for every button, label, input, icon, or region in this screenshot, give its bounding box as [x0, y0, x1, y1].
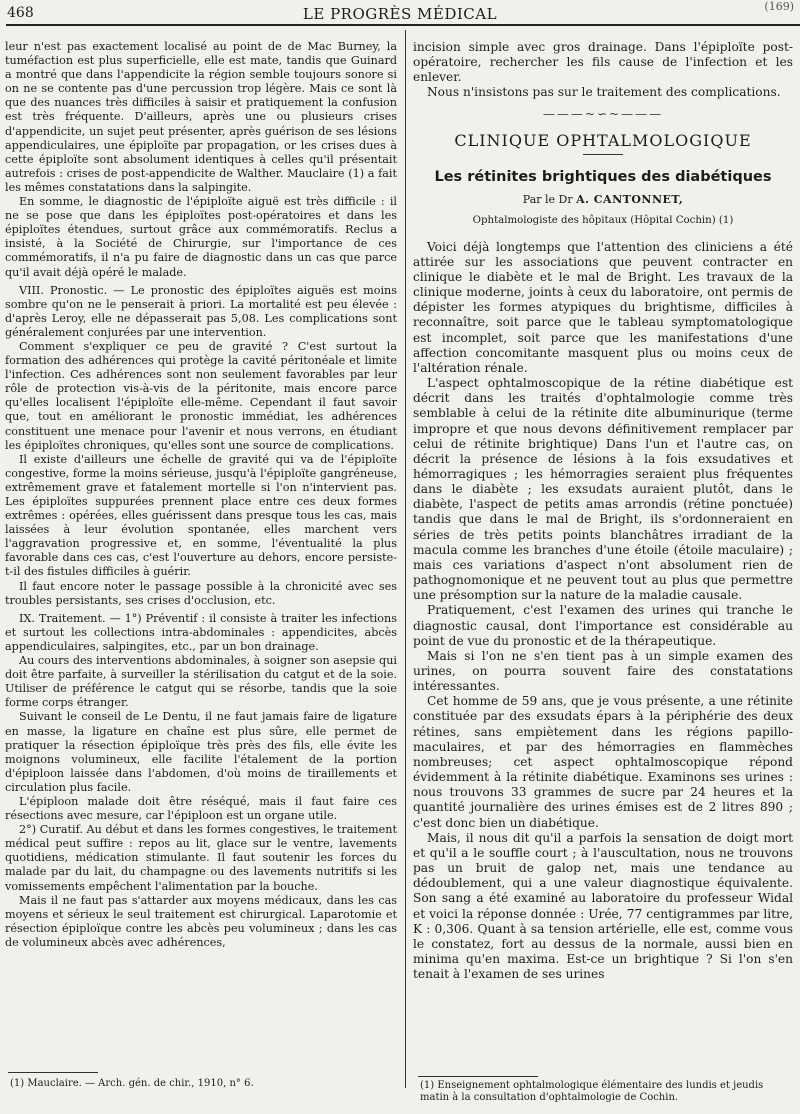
paragraph: Pratiquement, c'est l'examen des urines qui tranche le diagnostic causal, dont l'importance est considérable au point de vue du pronostic et de la thérapeutique. [413, 603, 793, 648]
author-name: A. CANTONNET, [576, 192, 684, 206]
paragraph: 2°) Curatif. Au début et dans les formes congestives, le traitement médical peut suffire : repos au lit, glace sur le ventre, lavements quotidiens, médication stimulante. Il faut soutenir les forces du malade par du lait, du champagne ou des lavements nutritifs si les vomissements empêchent l'alimentation par la bouche. [5, 823, 397, 893]
byline [413, 193, 793, 206]
paragraph: Suivant le conseil de Le Dentu, il ne faut jamais faire de ligature en masse, la ligature en chaîne est plus sûre, elle permet de pratiquer la résection épiploïque très près des fils, elle évite les moignons volumineux, elle facilite l'étalement de la portion d'épiploon laissée dans l'abdomen, d'où moins de tiraillements et circulation plus facile. [5, 710, 397, 794]
footnote-left: (1) Mauclaire. — Arch. gén. de chir., 1910, n° 6. [10, 1078, 254, 1089]
article-title: Les rétinites brightiques des diabétiques [434, 168, 772, 185]
author-affiliation: Ophtalmologiste des hôpitaux (Hôpital Cochin) (1) [472, 214, 734, 226]
section-title: CLINIQUE OPHTALMOLOGIQUE [454, 130, 752, 150]
paragraph: Cet homme de 59 ans, que je vous présente, a une rétinite constituée par des exsudats épars à la périphérie des deux rétines, sans empiètement dans les régions papillo-maculaires, et par des hémorragies en flammèches nombreuses; cet aspect ophtalmoscopique répond évidemment à la rétinite diabétique. Examinons ses urines : nous trouvons 33 grammes de sucre par 24 heures et la quantité journalière des urines émises est de 2 litres 890 ; c'est donc bien un diabétique. [413, 694, 793, 830]
paragraph: Mais si l'on ne s'en tient pas à un simple examen des urines, on pourra souvent faire des constatations intéressantes. [413, 648, 793, 694]
paragraph: Mais, il nous dit qu'il a parfois la sensation de doigt mort et qu'il a le souffle court ; à l'auscultation, nous ne trouvons pas un bruit de galop net, mais une tendance au dédoublement, qui a une valeur diagnostique équivalente. Son sang a été examiné au laboratoire du professeur Widal et voici la réponse donnée : Urée, 77 centigrammes par litre, K : 0,306. Quant à sa tension artérielle, elle est, comme vous le constatez, fort au dessus de la normale, aussi bien en minima qu'en maxima. Est-ce un brightique ? Si l'on s'en tenait à l'examen de ses urines [413, 830, 793, 982]
paragraph: L'aspect ophtalmoscopique de la rétine diabétique est décrit dans les traités d'ophtalmologie comme très semblable à celui de la rétinite dite albuminurique (terme impropre et que nous devons définitivement remplacer par celui de rétinite brightique) Dans l'un et l'autre cas, on décrit la présence de lésions à la fois exsudatives et hémorragiques ; les hémorragies seraient plus fréquentes dans le diabète ; les exsudats auraient plutôt, dans le diabète, l'aspect de petits amas arrondis (rétine ponctuée) tandis que dans le mal de Bright, ils s'ordonneraient en séries de très petits points blanchâtres irradiant de la macula comme les branches d'une étoile (étoile maculaire) ; mais ces variations d'aspect n'ont absolument rien de pathognomonique et ne peuvent tout au plus que permettre une présomption sur la nature de la maladie causale. [413, 376, 793, 603]
section-pronostic: VIII. Pronostic. — Le pronostic des épiploïtes aiguës est moins sombre qu'on ne le penserait à priori. La mortalité est peu élevée : d'après Leroy, elle ne dépasserait pas 5,08. Les complications sont généralement conjurées par une intervention. [5, 283, 397, 339]
left-column [5, 40, 397, 950]
paragraph: L'épiploon malade doit être réséqué, mais il faut faire ces résections avec mesure, car l'épiploon est un organe utile. [5, 794, 397, 823]
right-column [413, 40, 793, 982]
paragraph: Voici déjà longtemps que l'attention des cliniciens a été attirée sur les associations que peuvent contracter en clinique le diabète et le mal de Bright. Les travaux de la clinique moderne, joints à ceux du laboratoire, ont permis de dépister les formes atypiques du brightisme, difficiles à reconnaître, soit parce que le tableau symptomatologique est incomplet, soit parce que les manifestations d'une affection concomitante masquent plus ou moins ceux de l'altération rénale. [413, 239, 793, 375]
footnote-rule-left [8, 1072, 98, 1073]
paragraph: incision simple avec gros drainage. Dans l'épiploïte post-opératoire, rechercher les fils cause de l'infection et les enlever. [413, 40, 793, 85]
footnote-rule-right [418, 1076, 538, 1077]
paragraph: En somme, le diagnostic de l'épiploïte aiguë est très difficile : il ne se pose que dans les épiploïtes post-opératoires et dans les épiploïtes étendues, surtout grâce aux commémoratifs. Reclus a insisté, à la Société de Chirurgie, sur l'importance de ces commémoratifs, il n'a pu faire de diagnostic dans un cas que parce qu'il avait déjà opéré le malade. [5, 195, 397, 279]
page-header [0, 0, 800, 26]
paragraph: Il existe d'ailleurs une échelle de gravité qui va de l'épiploïte congestive, forme la moins sérieuse, jusqu'à l'épiploïte gangréneuse, extrêmement grave et fatalement mortelle si l'on n'intervient pas. Les épiploïtes suppurées prennent place entre ces deux formes extrêmes : opérées, elles guérissent dans presque tous les cas, mais laissées à leur évolution spontanée, elles marchent vers l'aggravation progressive et, en somme, l'éventualité la plus favorable dans ces cas, c'est l'ouverture au dehors, encore persiste-t-il des fistules difficiles à guérir. [5, 452, 397, 579]
byline-prefix: Par le Dr [522, 192, 573, 206]
paragraph: Au cours des interventions abdominales, à soigner son asepsie qui doit être parfaite, à surveiller la stérilisation du catgut et de la soie. Utiliser de préférence le catgut qui se résorbe, tandis que la soie forme corps étranger. [5, 654, 397, 710]
running-title: LE PROGRÈS MÉDICAL [302, 5, 498, 23]
section-rule [583, 154, 623, 155]
paragraph: leur n'est pas exactement localisé au point de de Mac Burney, la tuméfaction est plus superficielle, elle est mate, tandis que Guinard a montré que dans l'appendicite la région semble toujours sonore si on ne se contente pas d'une percussion trop légère. Mais ce sont là que des nuances très difficiles à saisir et pratiquement la confusion est très fréquente. D'ailleurs, après une ou plusieurs crises d'appendicite, un sujet peut présenter, après guérison de ses lésions appendiculaires, une épiploïte par propagation, or les crises dues à cette épiploïte sont absolument identiques à celles qu'il présentait autrefois : crises de post-appendicite de Walther. Mauclaire (1) a fait les mêmes constatations dans la salpingite. [5, 40, 397, 194]
column-divider [405, 30, 406, 1088]
paragraph: Il faut encore noter le passage possible à la chronicité avec ses troubles persistants, ses crises d'occlusion, etc. [5, 579, 397, 607]
paragraph: Nous n'insistons pas sur le traitement des complications. [427, 85, 781, 100]
paragraph: Mais il ne faut pas s'attarder aux moyens médicaux, dans les cas moyens et sérieux le seul traitement est chirurgical. Laparotomie et résection épiploïque contre les abcès peu volumineux ; dans les cas de volumineux abcès avec adhérences, [5, 893, 397, 949]
section-traitement: IX. Traitement. — 1°) Préventif : il consiste à traiter les infections et surtout les collections intra-abdominales : appendicites, abcès appendiculaires, salpingites, etc., par un bon drainage. [5, 611, 397, 653]
corner-mark: (169) [764, 0, 794, 13]
header-rule [6, 24, 800, 26]
paragraph: Comment s'expliquer ce peu de gravité ? C'est surtout la formation des adhérences qui protège la cavité péritonéale et limite l'infection. Ces adhérences sont non seulement favorables par leur rôle de protection vis-à-vis de la péritonite, mais encore parce qu'elles localisent l'épiploïte elle-même. Cependant il faut savoir que, tout en améliorant le pronostic immédiat, les adhérences constituent une menace pour l'avenir et nous verrons, en étudiant les épiploïtes chroniques, qu'elles sont une source de complications. [5, 339, 397, 452]
page-number: 468 [7, 5, 34, 21]
divider-ornament: ———~∽~——— [542, 106, 664, 121]
footnote-right: (1) Enseignement ophtalmologique élémentaire des lundis et jeudis matin à la consultation d'ophtalmologie de Cochin. [420, 1080, 764, 1103]
